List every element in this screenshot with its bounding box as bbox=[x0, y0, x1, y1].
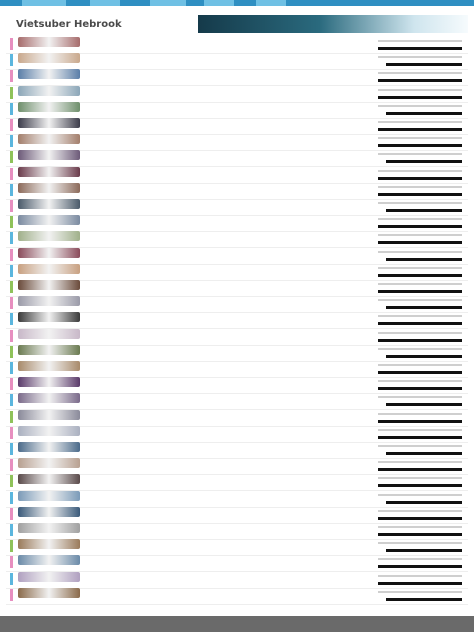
thumbnail-image[interactable] bbox=[18, 442, 80, 452]
row-marker bbox=[10, 249, 13, 261]
thumbnail-image[interactable] bbox=[18, 102, 80, 112]
meta-bar bbox=[378, 170, 462, 172]
row-marker bbox=[10, 103, 13, 115]
row-marker bbox=[10, 184, 13, 196]
thumbnail-image[interactable] bbox=[18, 183, 80, 193]
meta-bar bbox=[378, 105, 462, 107]
action-bar[interactable] bbox=[378, 322, 462, 325]
meta-bar bbox=[378, 526, 462, 528]
thumbnail-image[interactable] bbox=[18, 507, 80, 517]
action-bar[interactable] bbox=[386, 452, 462, 455]
row-marker bbox=[10, 330, 13, 342]
action-bar[interactable] bbox=[378, 177, 462, 180]
action-bar[interactable] bbox=[378, 225, 462, 228]
meta-bar bbox=[378, 89, 462, 91]
thumbnail-image[interactable] bbox=[18, 474, 80, 484]
action-bar[interactable] bbox=[378, 582, 462, 585]
action-bar[interactable] bbox=[378, 533, 462, 536]
action-bar[interactable] bbox=[386, 355, 462, 358]
action-bar[interactable] bbox=[378, 241, 462, 244]
thumbnail-image[interactable] bbox=[18, 572, 80, 582]
thumbnail-image[interactable] bbox=[18, 231, 80, 241]
thumbnail-image[interactable] bbox=[18, 248, 80, 258]
action-bar[interactable] bbox=[386, 258, 462, 261]
action-bar[interactable] bbox=[378, 420, 462, 423]
row-marker bbox=[10, 362, 13, 374]
thumbnail-image[interactable] bbox=[18, 167, 80, 177]
row-marker bbox=[10, 411, 13, 423]
meta-bar bbox=[378, 461, 462, 463]
meta-bar bbox=[378, 72, 462, 74]
thumbnail-image[interactable] bbox=[18, 329, 80, 339]
meta-bar bbox=[378, 558, 462, 560]
thumbnail-image[interactable] bbox=[18, 86, 80, 96]
action-bar[interactable] bbox=[386, 598, 462, 601]
meta-bar bbox=[378, 251, 462, 253]
meta-bar bbox=[378, 186, 462, 188]
meta-bar bbox=[378, 315, 462, 317]
thumbnail-image[interactable] bbox=[18, 377, 80, 387]
meta-bar bbox=[378, 380, 462, 382]
meta-bar bbox=[378, 494, 462, 496]
site-logo[interactable]: Vietsuber Hebrook bbox=[16, 19, 122, 30]
thumbnail-image[interactable] bbox=[18, 491, 80, 501]
action-bar[interactable] bbox=[378, 371, 462, 374]
thumbnail-image[interactable] bbox=[18, 523, 80, 533]
meta-bar bbox=[378, 413, 462, 415]
thumbnail-image[interactable] bbox=[18, 37, 80, 47]
action-bar[interactable] bbox=[378, 468, 462, 471]
thumbnail-image[interactable] bbox=[18, 280, 80, 290]
meta-bar bbox=[378, 445, 462, 447]
site-header bbox=[0, 6, 474, 36]
row-marker bbox=[10, 38, 13, 50]
row-marker bbox=[10, 265, 13, 277]
thumbnail-image[interactable] bbox=[18, 588, 80, 598]
action-bar[interactable] bbox=[378, 144, 462, 147]
meta-bar bbox=[378, 364, 462, 366]
meta-bar bbox=[378, 575, 462, 577]
row-marker bbox=[10, 168, 13, 180]
row-marker bbox=[10, 281, 13, 293]
row-marker bbox=[10, 589, 13, 601]
row-marker bbox=[10, 54, 13, 66]
meta-bar bbox=[378, 510, 462, 512]
action-bar[interactable] bbox=[378, 274, 462, 277]
action-bar[interactable] bbox=[386, 501, 462, 504]
action-bar[interactable] bbox=[378, 193, 462, 196]
row-marker bbox=[10, 508, 13, 520]
meta-bar bbox=[378, 332, 462, 334]
thumbnail-image[interactable] bbox=[18, 199, 80, 209]
action-bar[interactable] bbox=[386, 160, 462, 163]
row-marker bbox=[10, 459, 13, 471]
row-marker bbox=[10, 427, 13, 439]
action-bar[interactable] bbox=[386, 403, 462, 406]
action-bar[interactable] bbox=[378, 387, 462, 390]
row-marker bbox=[10, 443, 13, 455]
meta-bar bbox=[378, 153, 462, 155]
row-marker bbox=[10, 70, 13, 82]
action-bar[interactable] bbox=[378, 484, 462, 487]
row-marker bbox=[10, 313, 13, 325]
action-bar[interactable] bbox=[378, 47, 462, 50]
action-bar[interactable] bbox=[378, 96, 462, 99]
meta-bar bbox=[378, 283, 462, 285]
row-marker bbox=[10, 378, 13, 390]
action-bar[interactable] bbox=[378, 79, 462, 82]
meta-bar bbox=[378, 299, 462, 301]
thumbnail-image[interactable] bbox=[18, 345, 80, 355]
row-marker bbox=[10, 200, 13, 212]
action-bar[interactable] bbox=[386, 209, 462, 212]
meta-bar bbox=[378, 542, 462, 544]
action-bar[interactable] bbox=[386, 63, 462, 66]
meta-bar bbox=[378, 348, 462, 350]
row-marker bbox=[10, 87, 13, 99]
site-footer bbox=[0, 616, 474, 632]
row-marker bbox=[10, 524, 13, 536]
thumbnail-image[interactable] bbox=[18, 53, 80, 63]
row-marker bbox=[10, 573, 13, 585]
meta-bar bbox=[378, 234, 462, 236]
thumbnail-image[interactable] bbox=[18, 150, 80, 160]
row-marker bbox=[10, 394, 13, 406]
thumbnail-image[interactable] bbox=[18, 393, 80, 403]
thumbnail-image[interactable] bbox=[18, 312, 80, 322]
action-bar[interactable] bbox=[386, 549, 462, 552]
action-bar[interactable] bbox=[378, 436, 462, 439]
row-marker bbox=[10, 556, 13, 568]
meta-bar bbox=[378, 56, 462, 58]
row-marker bbox=[10, 232, 13, 244]
row-marker bbox=[10, 297, 13, 309]
meta-bar bbox=[378, 396, 462, 398]
thumbnail-image[interactable] bbox=[18, 410, 80, 420]
action-bar[interactable] bbox=[378, 565, 462, 568]
thumbnail-image[interactable] bbox=[18, 361, 80, 371]
thumbnail-image[interactable] bbox=[18, 458, 80, 468]
meta-bar bbox=[378, 202, 462, 204]
meta-bar bbox=[378, 429, 462, 431]
action-bar[interactable] bbox=[386, 112, 462, 115]
meta-bar bbox=[378, 218, 462, 220]
row-marker bbox=[10, 492, 13, 504]
thumbnail-image[interactable] bbox=[18, 118, 80, 128]
header-banner[interactable] bbox=[198, 15, 468, 33]
row-marker bbox=[10, 119, 13, 131]
action-bar[interactable] bbox=[378, 128, 462, 131]
meta-bar bbox=[378, 40, 462, 42]
thumbnail-image[interactable] bbox=[18, 215, 80, 225]
action-bar[interactable] bbox=[378, 290, 462, 293]
row-marker bbox=[10, 346, 13, 358]
thumbnail-image[interactable] bbox=[18, 555, 80, 565]
row-marker bbox=[10, 216, 13, 228]
thumbnail-image[interactable] bbox=[18, 69, 80, 79]
action-bar[interactable] bbox=[386, 306, 462, 309]
action-bar[interactable] bbox=[378, 517, 462, 520]
meta-bar bbox=[378, 477, 462, 479]
row-marker bbox=[10, 135, 13, 147]
meta-bar bbox=[378, 267, 462, 269]
meta-bar bbox=[378, 137, 462, 139]
list-item[interactable] bbox=[6, 587, 468, 605]
thumbnail-image[interactable] bbox=[18, 539, 80, 549]
thumbnail-image[interactable] bbox=[18, 296, 80, 306]
action-bar[interactable] bbox=[378, 339, 462, 342]
thumbnail-image[interactable] bbox=[18, 264, 80, 274]
row-marker bbox=[10, 151, 13, 163]
thumbnail-image[interactable] bbox=[18, 426, 80, 436]
row-marker bbox=[10, 540, 13, 552]
row-marker bbox=[10, 475, 13, 487]
meta-bar bbox=[378, 121, 462, 123]
meta-bar bbox=[378, 591, 462, 593]
thumbnail-image[interactable] bbox=[18, 134, 80, 144]
